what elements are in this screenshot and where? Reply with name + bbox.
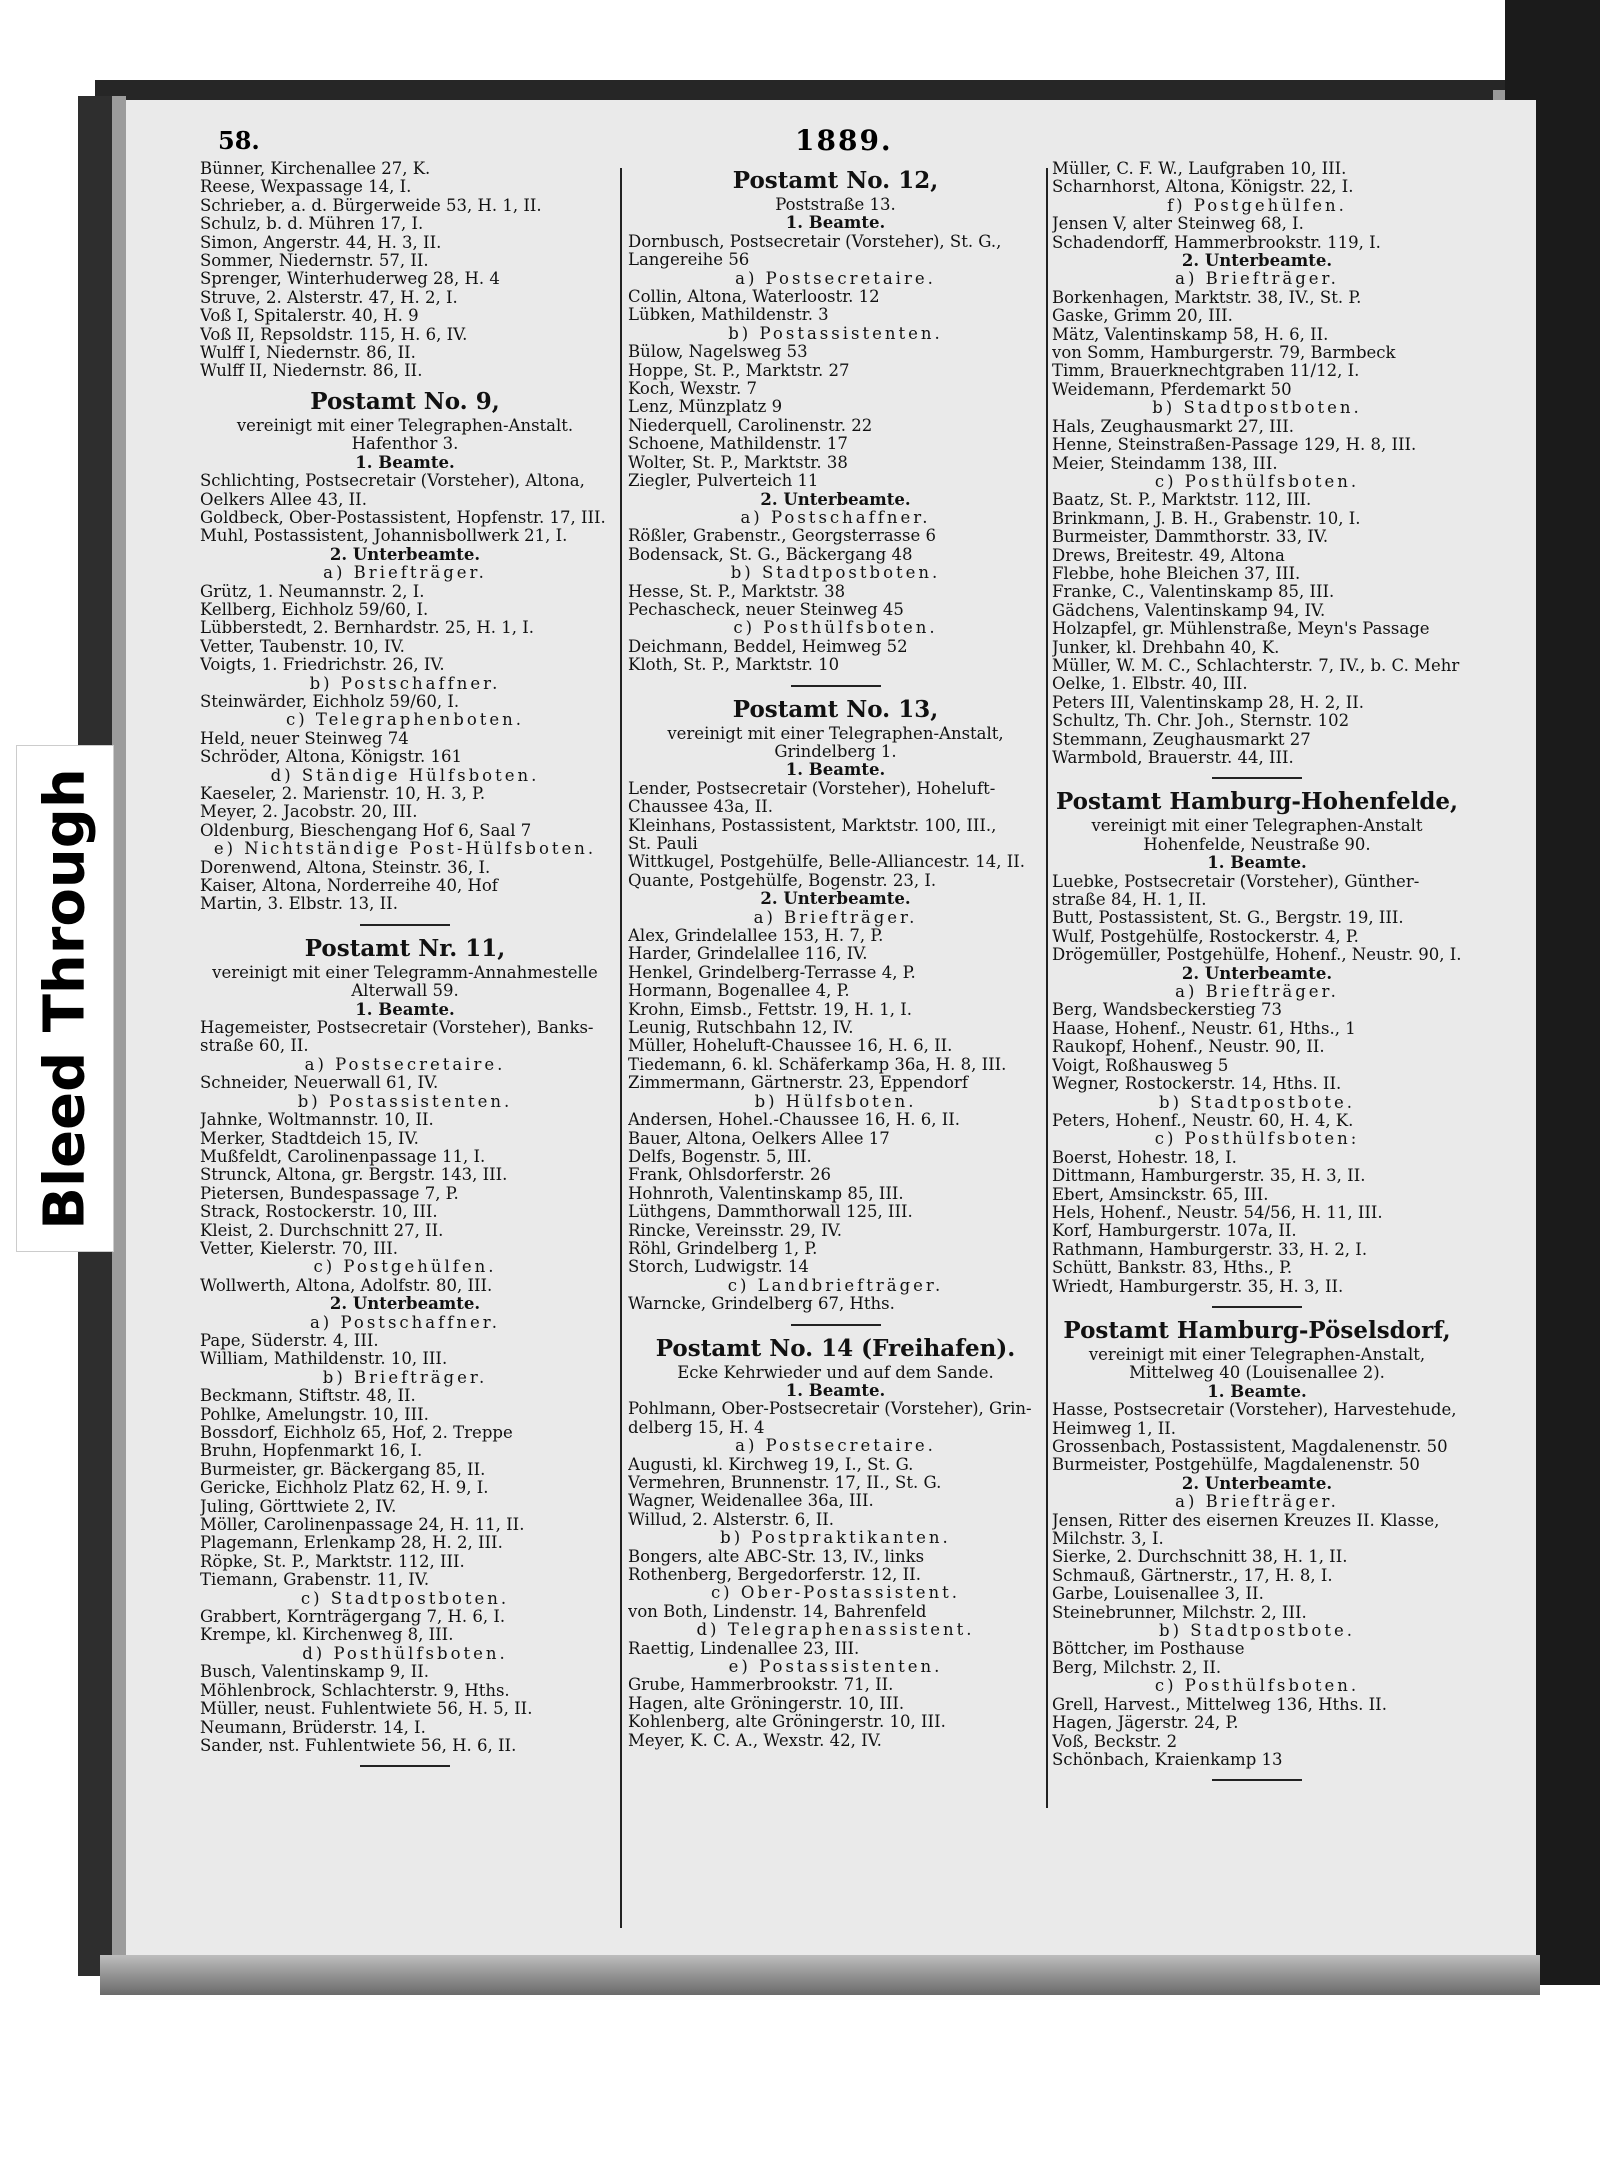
list-item: Hohnroth, Valentinskamp 85, III. <box>628 1184 904 1203</box>
list-item: Brinkmann, J. B. H., Grabenstr. 10, I. <box>1052 509 1361 528</box>
subcategory-heading: c) Posthülfsboten. <box>1154 471 1360 491</box>
list-item: Lübken, Mathildenstr. 3 <box>628 306 829 325</box>
list-item: Drews, Breitestr. 49, Altona <box>1052 546 1285 565</box>
section-address: Grindelberg 1. <box>774 741 897 761</box>
section-postamt-14 <box>628 1334 1043 1751</box>
list-item: Niederquell, Carolinenstr. 22 <box>628 416 873 435</box>
subcategory-heading: a) Briefträger. <box>1175 982 1339 1002</box>
list-continuation <box>200 160 610 381</box>
subcategory-heading: b) Stadtpostbote. <box>1159 1621 1355 1641</box>
list-item: Berg, Milchstr. 2, II. <box>1052 1658 1222 1677</box>
list-item: Pape, Süderstr. 4, III. <box>200 1331 379 1350</box>
subcategory-heading: b) Stadtpostbote. <box>1159 1092 1355 1112</box>
subcategory-heading: c) Postgehülfen. <box>313 1257 497 1277</box>
section-title: Postamt No. 14 (Freihafen). <box>655 1334 1016 1362</box>
list-item: Vetter, Kielerstr. 70, III. <box>200 1239 398 1258</box>
list-item: Simon, Angerstr. 44, H. 3, II. <box>200 233 442 252</box>
section-postamt-hohenfelde <box>1052 787 1462 1296</box>
category-heading: 2. Unterbeamte. <box>1181 1473 1333 1493</box>
section-postamt-12 <box>628 166 1043 675</box>
list-item: Wittkugel, Postgehülfe, Belle-Alliancestr. 14, II. <box>628 853 1026 872</box>
column-2 <box>628 160 1043 1750</box>
list-item: Lübberstedt, 2. Bernhardstr. 25, H. 1, I. <box>200 619 534 638</box>
bleed-through-text: Bleed Through <box>32 767 98 1230</box>
subcategory-heading: b) Hülfsboten. <box>754 1091 917 1111</box>
list-item: Struve, 2. Alsterstr. 47, H. 2, I. <box>200 288 458 307</box>
column-1 <box>200 160 610 1775</box>
list-item: Müller, Hoheluft-Chaussee 16, H. 6, II. <box>628 1037 953 1056</box>
list-item: Kellberg, Eichholz 59/60, I. <box>200 600 429 619</box>
list-item: Hormann, Bogenallee 4, P. <box>628 982 850 1001</box>
list-item: Franke, C., Valentinskamp 85, III. <box>1052 583 1335 602</box>
list-item: Bülow, Nagelsweg 53 <box>628 343 808 362</box>
list-item: Borkenhagen, Marktstr. 38, IV., St. P. <box>1052 288 1362 307</box>
list-item: Stemmann, Zeughausmarkt 27 <box>1052 730 1311 749</box>
list-item: Quante, Postgehülfe, Bogenstr. 23, I. <box>628 871 937 890</box>
subcategory-heading: c) Posthülfsboten. <box>1154 1676 1360 1696</box>
list-item: Vetter, Taubenstr. 10, IV. <box>200 637 405 656</box>
list-item: Voß II, Repsoldstr. 115, H. 6, IV. <box>200 325 468 344</box>
section-separator <box>791 1324 881 1326</box>
list-item: Martin, 3. Elbstr. 13, II. <box>200 895 398 914</box>
subcategory-heading: a) Postschaffner. <box>740 507 931 527</box>
list-item: Lüthgens, Dammthorwall 125, III. <box>628 1203 913 1222</box>
list-item: Müller, C. F. W., Laufgraben 10, III. <box>1052 160 1347 178</box>
list-item: Rincke, Vereinsstr. 29, IV. <box>628 1221 842 1240</box>
subcategory-heading: a) Briefträger. <box>1175 269 1339 289</box>
list-item: Dornbusch, Postsecretair (Vorsteher), St. G., <box>628 232 1002 251</box>
list-item: Schönbach, Kraienkamp 13 <box>1052 1750 1283 1769</box>
list-item: Bauer, Altona, Oelkers Allee 17 <box>628 1129 890 1148</box>
list-item: Reese, Wexpassage 14, I. <box>200 178 412 197</box>
list-item: Wollwerth, Altona, Adolfstr. 80, III. <box>200 1276 493 1295</box>
list-item: Lender, Postsecretair (Vorsteher), Hoheluft- <box>628 779 996 798</box>
list-item: Mußfeldt, Carolinenpassage 11, I. <box>200 1147 486 1166</box>
list-item: Beckmann, Stiftstr. 48, II. <box>200 1387 416 1406</box>
list-item: Schulz, b. d. Mühren 17, I. <box>200 215 424 234</box>
list-item: Bruhn, Hopfenmarkt 16, I. <box>200 1442 423 1461</box>
list-item: Storch, Ludwigstr. 14 <box>628 1258 809 1277</box>
book-left-edge-light <box>112 96 126 1976</box>
category-heading: 1. Beamte. <box>1207 1381 1307 1401</box>
subcategory-heading: b) Postpraktikanten. <box>720 1528 951 1548</box>
section-title: Postamt Hamburg-Pöselsdorf, <box>1063 1316 1451 1344</box>
list-item: Oldenburg, Bieschengang Hof 6, Saal 7 <box>200 821 532 840</box>
list-item: Hagen, alte Gröningerstr. 10, III. <box>628 1694 905 1713</box>
list-item: Burmeister, Postgehülfe, Magdalenenstr. 50 <box>1052 1456 1420 1475</box>
section-title: Postamt No. 9, <box>310 387 500 415</box>
list-item: Voß I, Spitalerstr. 40, H. 9 <box>200 307 419 326</box>
list-item: Held, neuer Steinweg 74 <box>200 729 409 748</box>
list-item: Juling, Görttwiete 2, IV. <box>200 1497 397 1516</box>
list-item: Wagner, Weidenallee 36a, III. <box>628 1492 874 1511</box>
section-separator <box>1212 1306 1302 1308</box>
list-item: Pechascheck, neuer Steinweg 45 <box>628 600 904 619</box>
list-item: St. Pauli <box>628 835 698 853</box>
section-address: Hafenthor 3. <box>351 434 459 454</box>
list-item: Grossenbach, Postassistent, Magdalenenstr. 50 <box>1052 1438 1448 1456</box>
section-separator <box>1212 777 1302 779</box>
section-address: vereinigt mit einer Telegraphen-Anstalt <box>1091 816 1423 836</box>
list-item: Raettig, Lindenallee 23, III. <box>628 1639 860 1658</box>
list-item: Peters III, Valentinskamp 28, H. 2, II. <box>1052 693 1364 712</box>
list-item: Muhl, Postassistent, Johannisbollwerk 21, I. <box>200 527 568 546</box>
list-item: Timm, Brauerknechtgraben 11/12, I. <box>1052 362 1360 381</box>
list-item: Luebke, Postsecretair (Vorsteher), Günther- <box>1052 872 1420 891</box>
list-item: Raukopf, Hohenf., Neustr. 90, II. <box>1052 1038 1325 1057</box>
list-item: Schlichting, Postsecretair (Vorsteher), Altona, <box>200 472 585 491</box>
subcategory-heading: b) Postassistenten. <box>728 323 943 343</box>
list-item: Pohlmann, Ober-Postsecretair (Vorsteher), Grin- <box>628 1400 1032 1419</box>
list-item: Kaiser, Altona, Norderreihe 40, Hof <box>200 877 498 896</box>
list-item: Sprenger, Winterhuderweg 28, H. 4 <box>200 270 500 289</box>
list-item: Flebbe, hohe Bleichen 37, III. <box>1052 564 1301 583</box>
list-item: Gericke, Eichholz Platz 62, H. 9, I. <box>200 1479 489 1498</box>
list-item: Steinwärder, Eichholz 59/60, I. <box>200 692 460 711</box>
subcategory-heading: b) Stadtpostboten. <box>730 563 941 583</box>
list-item: Hagen, Jägerstr. 24, P. <box>1052 1714 1239 1733</box>
list-item: Sander, nst. Fuhlentwiete 56, H. 6, II. <box>200 1736 517 1755</box>
list-item: Krohn, Eimsb., Fettstr. 19, H. 1, I. <box>628 1000 912 1019</box>
list-item: Dittmann, Hamburgerstr. 35, H. 3, II. <box>1052 1167 1366 1186</box>
subcategory-heading: b) Stadtpostboten. <box>1152 398 1362 418</box>
list-item: Peters, Hohenf., Neustr. 60, H. 4, K. <box>1052 1111 1354 1130</box>
list-item: Jensen V, alter Steinweg 68, I. <box>1052 215 1304 234</box>
section-separator <box>360 1765 450 1767</box>
list-item: Tiedemann, 6. kl. Schäferkamp 36a, H. 8, III. <box>628 1055 1007 1074</box>
list-item: Hoppe, St. P., Marktstr. 27 <box>628 361 850 380</box>
subcategory-heading: c) Telegraphenboten. <box>285 710 525 730</box>
list-item: Bossdorf, Eichholz 65, Hof, 2. Treppe <box>200 1424 513 1442</box>
list-item: Voß, Beckstr. 2 <box>1052 1732 1178 1751</box>
list-item: Rößler, Grabenstr., Georgsterrasse 6 <box>628 527 936 546</box>
list-item: Berg, Wandsbeckerstieg 73 <box>1052 1001 1283 1020</box>
section-postamt-13 <box>628 695 1043 1314</box>
list-item: Busch, Valentinskamp 9, II. <box>200 1663 430 1682</box>
list-item: Milchstr. 3, I. <box>1052 1530 1164 1549</box>
list-item: Gaske, Grimm 20, III. <box>1052 307 1233 326</box>
column-3 <box>1052 160 1462 1789</box>
list-item: Chaussee 43a, II. <box>628 798 774 817</box>
list-item: straße 60, II. <box>200 1037 309 1056</box>
category-heading: 1. Beamte. <box>785 213 886 233</box>
list-item: Voigts, 1. Friedrichstr. 26, IV. <box>200 656 445 675</box>
list-item: Strunck, Altona, gr. Bergstr. 143, III. <box>200 1166 508 1185</box>
list-item: Wriedt, Hamburgerstr. 35, H. 3, II. <box>1052 1277 1344 1296</box>
subcategory-heading: b) Briefträger. <box>322 1367 488 1387</box>
subcategory-heading: a) Briefträger. <box>1175 1492 1339 1512</box>
section-address: vereinigt mit einer Telegraphen-Anstalt, <box>667 723 1004 743</box>
category-heading: 2. Unterbeamte. <box>760 489 911 509</box>
list-item: Steinebrunner, Milchstr. 2, III. <box>1052 1603 1307 1622</box>
list-item: Bodensack, St. G., Bäckergang 48 <box>628 545 913 564</box>
list-item: Rothenberg, Bergedorferstr. 12, II. <box>628 1566 921 1585</box>
subcategory-heading: c) Stadtpostboten. <box>300 1588 510 1608</box>
list-item: Wulff I, Niedernstr. 86, II. <box>200 344 416 363</box>
list-item: Grütz, 1. Neumannstr. 2, I. <box>200 582 425 601</box>
list-item: Schneider, Neuerwall 61, IV. <box>200 1074 439 1093</box>
list-item: Koch, Wexstr. 7 <box>628 380 758 399</box>
list-item: William, Mathildenstr. 10, III. <box>200 1350 448 1369</box>
list-item: Dorenwend, Altona, Steinstr. 36, I. <box>200 858 491 877</box>
list-item: Merker, Stadtdeich 15, IV. <box>200 1129 419 1148</box>
list-item: Harder, Grindelallee 116, IV. <box>628 945 868 964</box>
list-item: Warmbold, Brauerstr. 44, III. <box>1052 749 1294 767</box>
subcategory-heading: e) Postassistenten. <box>728 1657 943 1677</box>
list-item: Schadendorff, Hammerbrookstr. 119, I. <box>1052 233 1381 252</box>
list-item: Mätz, Valentinskamp 58, H. 6, II. <box>1052 325 1329 344</box>
list-item: Pietersen, Bundespassage 7, P. <box>200 1184 459 1203</box>
book-top-edge <box>95 80 1540 102</box>
list-item: Warncke, Grindelberg 67, Hths. <box>628 1295 895 1314</box>
list-item: Strack, Rostockerstr. 10, III. <box>200 1203 438 1222</box>
category-heading: 2. Unterbeamte. <box>329 544 481 564</box>
list-item: Schultz, Th. Chr. Joh., Sternstr. 102 <box>1052 712 1350 731</box>
list-item: Willud, 2. Alsterstr. 6, II. <box>628 1510 835 1529</box>
bleed-through-label <box>16 745 114 1252</box>
list-item: delberg 15, H. 4 <box>628 1418 765 1437</box>
list-item: Bongers, alte ABC-Str. 13, IV., links <box>628 1547 925 1566</box>
list-item: Burmeister, Dammthorstr. 33, IV. <box>1052 528 1329 547</box>
category-heading: 1. Beamte. <box>1207 853 1307 873</box>
list-item: Hasse, Postsecretair (Vorsteher), Harvestehude, <box>1052 1401 1457 1420</box>
subcategory-heading: b) Postschaffner. <box>309 673 501 693</box>
section-address: Hohenfelde, Neustraße 90. <box>1143 834 1371 854</box>
list-item: Schmauß, Gärtnerstr., 17, H. 8, I. <box>1052 1566 1333 1585</box>
list-item: Langereihe 56 <box>628 251 750 270</box>
section-title: Postamt Nr. 11, <box>304 934 506 962</box>
subcategory-heading: c) Posthülfsboten. <box>733 618 938 638</box>
list-item: Möhlenbrock, Schlachterstr. 9, Hths. <box>200 1681 510 1700</box>
list-item: Wegner, Rostockerstr. 14, Hths. II. <box>1052 1075 1342 1094</box>
section-address: Ecke Kehrwieder und auf dem Sande. <box>677 1362 994 1382</box>
list-item: Schröder, Altona, Königstr. 161 <box>200 748 463 767</box>
list-item: Kleinhans, Postassistent, Marktstr. 100, III., <box>628 816 997 835</box>
list-item: Müller, neust. Fuhlentwiete 56, H. 5, II. <box>200 1700 533 1719</box>
book-bottom-edge <box>100 1955 1540 1995</box>
section-separator <box>791 685 881 687</box>
list-item: Weidemann, Pferdemarkt 50 <box>1052 380 1292 399</box>
list-item: Kleist, 2. Durchschnitt 27, II. <box>200 1221 444 1240</box>
page-year: 1889. <box>795 124 893 157</box>
list-item: Plagemann, Erlenkamp 28, H. 2, III. <box>200 1534 503 1553</box>
category-heading: 1. Beamte. <box>785 1380 886 1400</box>
category-heading: 2. Unterbeamte. <box>1181 251 1333 271</box>
list-item: Rathmann, Hamburgerstr. 33, H. 2, I. <box>1052 1240 1368 1259</box>
list-item: Drögemüller, Postgehülfe, Hohenf., Neustr. 90, I. <box>1052 946 1462 965</box>
column-rule-1 <box>620 168 622 1928</box>
section-address: Alterwall 59. <box>351 981 459 1001</box>
list-item: Vermehren, Brunnenstr. 17, II., St. G. <box>628 1474 942 1492</box>
list-item: Neumann, Brüderstr. 14, I. <box>200 1718 426 1737</box>
list-item: Goldbeck, Ober-Postassistent, Hopfenstr. 17, III. <box>200 508 606 527</box>
section-title: Postamt No. 12, <box>732 167 939 194</box>
category-heading: 2. Unterbeamte. <box>329 1294 481 1314</box>
list-item: Meyer, K. C. A., Wexstr. 42, IV. <box>628 1731 882 1750</box>
section-postamt-14-continued <box>1052 160 1462 767</box>
column-rule-2 <box>1046 168 1048 1808</box>
list-item: Meier, Steindamm 138, III. <box>1052 454 1278 473</box>
list-item: Wulff II, Niedernstr. 86, II. <box>200 362 423 381</box>
list-item: Krempe, kl. Kirchenweg 8, III. <box>200 1626 454 1645</box>
list-item: Andersen, Hohel.-Chaussee 16, H. 6, II. <box>628 1111 960 1130</box>
list-item: Collin, Altona, Waterloostr. 12 <box>628 288 880 307</box>
list-item: von Somm, Hamburgerstr. 79, Barmbeck <box>1052 344 1396 363</box>
list-item: Bünner, Kirchenallee 27, K. <box>200 160 431 178</box>
section-address: vereinigt mit einer Telegramm-Annahmestelle <box>212 962 598 982</box>
subcategory-heading: c) Landbriefträger. <box>727 1275 944 1295</box>
category-heading: 2. Unterbeamte. <box>760 889 911 909</box>
list-item: Zimmermann, Gärtnerstr. 23, Eppendorf <box>628 1074 968 1093</box>
list-item: Röhl, Grindelberg 1, P. <box>628 1239 818 1258</box>
list-item: Jensen, Ritter des eisernen Kreuzes II. Klasse, <box>1052 1511 1440 1530</box>
list-item: Hagemeister, Postsecretair (Vorsteher), Banks- <box>200 1019 594 1038</box>
list-item: Burmeister, gr. Bäckergang 85, II. <box>200 1460 486 1479</box>
subcategory-heading: a) Briefträger. <box>323 563 487 583</box>
list-item: von Both, Lindenstr. 14, Bahrenfeld <box>628 1602 927 1621</box>
list-item: Alex, Grindelallee 153, H. 7, P. <box>628 927 884 946</box>
list-item: Röpke, St. P., Marktstr. 112, III. <box>200 1552 465 1571</box>
list-item: Ziegler, Pulverteich 11 <box>628 472 819 491</box>
list-item: Müller, W. M. C., Schlachterstr. 7, IV., b. C. Mehr <box>1052 656 1460 675</box>
subcategory-heading: f) Postgehülfen. <box>1167 195 1347 215</box>
list-item: Wulf, Postgehülfe, Rostockerstr. 4, P. <box>1052 927 1359 946</box>
list-item: Tiemann, Grabenstr. 11, IV. <box>200 1571 430 1590</box>
list-item: Boerst, Hohestr. 18, I. <box>1052 1148 1237 1167</box>
list-item: Grabbert, Kornträgergang 7, H. 6, I. <box>200 1608 506 1627</box>
list-item: Grube, Hammerbrookstr. 71, II. <box>628 1676 894 1695</box>
section-separator <box>1212 1779 1302 1781</box>
section-address: vereinigt mit einer Telegraphen-Anstalt. <box>236 415 574 435</box>
list-item: Scharnhorst, Altona, Königstr. 22, I. <box>1052 178 1354 197</box>
list-item: Möller, Carolinenpassage 24, H. 11, II. <box>200 1516 525 1535</box>
subcategory-heading: a) Postsecretaire. <box>735 1436 936 1456</box>
list-item: Kaeseler, 2. Marienstr. 10, H. 3, P. <box>200 785 486 803</box>
list-item: Heimweg 1, II. <box>1052 1419 1177 1438</box>
list-item: Meyer, 2. Jacobstr. 20, III. <box>200 803 418 822</box>
subcategory-heading: e) Nichtständige Post-Hülfsboten. <box>213 839 597 859</box>
section-address: vereinigt mit einer Telegraphen-Anstalt, <box>1088 1344 1426 1364</box>
list-item: Deichmann, Beddel, Heimweg 52 <box>628 637 908 656</box>
subcategory-heading: a) Briefträger. <box>753 907 918 927</box>
list-item: Hesse, St. P., Marktstr. 38 <box>628 582 846 601</box>
list-item: Baatz, St. P., Marktstr. 112, III. <box>1052 491 1312 510</box>
list-item: Holzapfel, gr. Mühlenstraße, Meyn's Passage <box>1052 620 1430 639</box>
list-item: Kloth, St. P., Marktstr. 10 <box>628 656 840 675</box>
category-heading: 1. Beamte. <box>355 452 455 472</box>
subcategory-heading: d) Telegraphenassistent. <box>696 1620 975 1640</box>
list-item: Sommer, Niedernstr. 57, II. <box>200 252 429 271</box>
list-item: Augusti, kl. Kirchweg 19, I., St. G. <box>628 1455 914 1474</box>
list-item: Delfs, Bogenstr. 5, III. <box>628 1147 812 1166</box>
list-item: Gädchens, Valentinskamp 94, IV. <box>1052 601 1326 620</box>
subcategory-heading: a) Postsecretaire. <box>735 268 936 288</box>
subcategory-heading: a) Postsecretaire. <box>304 1054 506 1074</box>
list-item: Sierke, 2. Durchschnitt 38, H. 1, II. <box>1052 1548 1348 1567</box>
subcategory-heading: d) Ständige Hülfsboten. <box>270 765 540 785</box>
subcategory-heading: b) Postassistenten. <box>297 1091 513 1111</box>
list-item: Schütt, Bankstr. 83, Hths., P. <box>1052 1259 1293 1278</box>
category-heading: 1. Beamte. <box>355 999 455 1019</box>
list-item: Oelke, 1. Elbstr. 40, III. <box>1052 675 1248 694</box>
category-heading: 2. Unterbeamte. <box>1181 963 1333 983</box>
list-item: Schoene, Mathildenstr. 17 <box>628 435 848 454</box>
list-item: Junker, kl. Drehbahn 40, K. <box>1052 638 1280 657</box>
list-item: Böttcher, im Posthause <box>1052 1640 1245 1659</box>
list-item: Schrieber, a. d. Bürgerweide 53, H. 1, II. <box>200 196 542 215</box>
list-item: Henkel, Grindelberg-Terrasse 4, P. <box>628 963 916 982</box>
section-separator <box>360 924 450 926</box>
list-item: Hels, Hohenf., Neustr. 54/56, H. 11, III. <box>1052 1203 1383 1222</box>
list-item: Grell, Harvest., Mittelweg 136, Hths. II. <box>1052 1695 1387 1714</box>
list-item: Frank, Ohlsdorferstr. 26 <box>628 1166 831 1185</box>
list-item: Kohlenberg, alte Gröningerstr. 10, III. <box>628 1713 946 1732</box>
list-item: Pohlke, Amelungstr. 10, III. <box>200 1405 429 1424</box>
list-item: Hals, Zeughausmarkt 27, III. <box>1052 417 1294 436</box>
list-item: Ebert, Amsinckstr. 65, III. <box>1052 1185 1269 1204</box>
section-postamt-9 <box>200 387 610 914</box>
list-item: Lenz, Münzplatz 9 <box>628 398 783 417</box>
subcategory-heading: d) Posthülfsboten. <box>302 1643 508 1663</box>
category-heading: 1. Beamte. <box>785 760 886 780</box>
list-item: Jahnke, Woltmannstr. 10, II. <box>200 1111 434 1130</box>
subcategory-heading: c) Ober-Postassistent. <box>710 1583 961 1603</box>
page-number: 58. <box>218 126 260 155</box>
list-item: Garbe, Louisenallee 3, II. <box>1052 1585 1264 1604</box>
list-item: Leunig, Rutschbahn 12, IV. <box>628 1019 854 1038</box>
list-item: Butt, Postassistent, St. G., Bergstr. 19, III. <box>1052 909 1404 928</box>
list-item: Haase, Hohenf., Neustr. 61, Hths., 1 <box>1052 1019 1356 1038</box>
section-address: Poststraße 13. <box>775 195 896 214</box>
section-postamt-11 <box>200 934 610 1755</box>
list-item: Wolter, St. P., Marktstr. 38 <box>628 453 848 472</box>
subcategory-heading: c) Posthülfsboten: <box>1154 1129 1360 1149</box>
section-address: Mittelweg 40 (Louisenallee 2). <box>1129 1363 1385 1383</box>
subcategory-heading: a) Postschaffner. <box>309 1312 501 1332</box>
list-item: straße 84, H. 1, II. <box>1052 891 1207 910</box>
section-title: Postamt No. 13, <box>732 695 939 723</box>
list-item: Korf, Hamburgerstr. 107a, II. <box>1052 1222 1297 1241</box>
list-item: Henne, Steinstraßen-Passage 129, H. 8, III. <box>1052 436 1417 455</box>
section-postamt-poeselsdorf <box>1052 1316 1462 1769</box>
list-item: Oelkers Allee 43, II. <box>200 490 367 509</box>
list-item: Voigt, Roßhausweg 5 <box>1052 1056 1229 1075</box>
section-title: Postamt Hamburg-Hohenfelde, <box>1055 788 1459 816</box>
